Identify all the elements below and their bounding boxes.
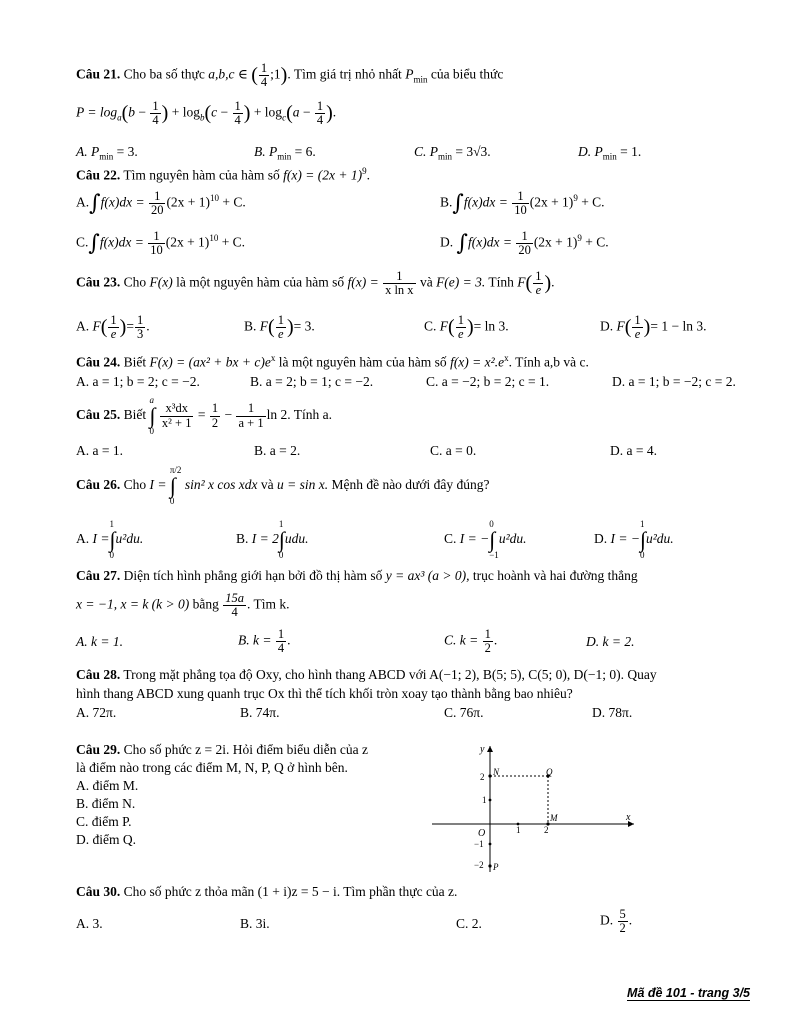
question-25: Câu 25. Biết a ∫ 0 $\frac{\text{x³dx}}{\text{x² + 1}}$ = $\frac{1}{2}$ − $\frac{1}{a + 1}$ ln 2. Tính a. (76, 395, 332, 436)
y-axis-arrow (487, 746, 493, 752)
q30-option-c[interactable]: C. 2. (456, 916, 482, 931)
q29-option-c[interactable]: C. điểm P. (76, 814, 132, 829)
q26-option-a[interactable]: A. I =1 ∫ 0u²du. (76, 519, 144, 560)
q24-option-a[interactable]: A. a = 1; b = 2; c = −2. (76, 374, 200, 389)
q25-option-d[interactable]: D. a = 4. (610, 443, 657, 458)
q25-option-b[interactable]: B. a = 2. (254, 443, 301, 458)
tick-ym1 (489, 843, 492, 846)
tick-label-minus2: −2 (474, 860, 484, 870)
question-28-line2: hình thang ABCD xung quanh trục Ox thì thể tích khối tròn xoay tạo thành bằng bao nhiêu? (76, 686, 573, 701)
q21-option-c[interactable]: C. $P_{min} = 3√3$. (414, 144, 491, 162)
q22-option-c[interactable]: C.∫f(x)dx = $\frac{1}{10}$ $(2x + 1)^{10} + C$. (76, 229, 246, 258)
point-p (488, 864, 491, 867)
q28-option-a[interactable]: A. 72π. (76, 705, 117, 720)
q21-option-a[interactable]: A. $P_{min} = 3$. (76, 144, 138, 162)
q23-option-a[interactable]: A. F( $\frac{1}{e}$ )= $\frac{1}{3}$ . (76, 313, 150, 342)
question-26: Câu 26. Cho I = π/2 ∫ 0 sin² x cos xdx và u = sin x. Mệnh đề nào dưới đây đúng? (76, 465, 490, 506)
q22-option-d[interactable]: D. ∫f(x)dx = $\frac{1}{20}$ $(2x + 1)^9 + C$. (440, 229, 609, 258)
question-24: Câu 24. Biết F(x) = (ax² + bx + $c)e^x$ là một nguyên hàm của hàm số $f(x) = x^2.e^x$. Tính a,b và c. (76, 353, 589, 370)
q28-option-b[interactable]: B. 74π. (240, 705, 280, 720)
q27-option-b[interactable]: B. k = $\frac{1}{4}$ . (238, 627, 291, 656)
tick-y1 (489, 799, 492, 802)
q29-option-d[interactable]: D. điểm Q. (76, 832, 136, 847)
question-28: Câu 28. Trong mặt phẳng tọa độ Oxy, cho hình thang ABCD với A(−1; 2), B(5; 5), C(5; 0), D(−1; 0). Quay (76, 667, 657, 682)
q29-option-a[interactable]: A. điểm M. (76, 778, 139, 793)
q27-option-d[interactable]: D. k = 2. (586, 634, 635, 649)
q23-option-c[interactable]: C. F( $\frac{1}{e}$ )= ln 3. (424, 313, 509, 342)
q22-option-a[interactable]: A.∫f(x)dx = $\frac{1}{20}$ $(2x + 1)^{10} + C$. (76, 189, 246, 218)
q25-option-a[interactable]: A. a = 1. (76, 443, 123, 458)
point-n (488, 774, 491, 777)
q24-option-b[interactable]: B. a = 2; b = 1; c = −2. (250, 374, 374, 389)
label-m: M (550, 813, 558, 823)
label-n: N (493, 767, 500, 777)
x-label: x (626, 812, 631, 823)
q26-option-d[interactable]: D. I = −1 ∫ 0u²du. (594, 519, 674, 560)
q27-option-c[interactable]: C. k = $\frac{1}{2}$ . (444, 627, 498, 656)
q26-option-b[interactable]: B. I = 21 ∫ 0udu. (236, 519, 309, 560)
q28-option-c[interactable]: C. 76π. (444, 705, 484, 720)
y-label: y (480, 744, 485, 755)
q26-option-c[interactable]: C. I = −0 ∫ −1u²du. (444, 519, 527, 560)
question-22: Câu 22. Tìm nguyên hàm của hàm số $f(x) = (2x + 1)^9$. (76, 166, 370, 183)
q25-option-c[interactable]: C. a = 0. (430, 443, 477, 458)
q30-option-b[interactable]: B. 3i. (240, 916, 270, 931)
question-21-expression: $P = \log_a(b$ − $\frac{1}{4}$ ) + $\log_b(c$ − $\frac{1}{4}$ ) + $\log_c(a$ − $\frac{1}{4}$ ). (76, 99, 337, 128)
question-21: Câu 21. Cho ba số thực a,b,c ∈ ( $\frac{1}{4}$ ;1). Tìm giá trị nhỏ nhất $P_{min}$ của biểu thức (76, 61, 504, 90)
origin-label: O (478, 828, 486, 839)
q29-option-b[interactable]: B. điểm N. (76, 796, 136, 811)
q22-option-b[interactable]: B.∫f(x)dx = $\frac{1}{10}$ $(2x + 1)^9 + C$. (440, 189, 605, 218)
q24-option-d[interactable]: D. a = 1; b = −2; c = 2. (612, 374, 736, 389)
q30-option-d[interactable]: D. $\frac{5}{2}$ . (600, 907, 633, 936)
q21-option-d[interactable]: D. $P_{min} = 1$. (578, 144, 642, 162)
page-footer: Mã đề 101 - trang 3/5 (627, 986, 750, 1000)
q27-option-a[interactable]: A. k = 1. (76, 634, 123, 649)
x-tick-label-2: 2 (544, 825, 549, 835)
tick-label-minus1: −1 (474, 839, 484, 849)
question-27-line2: x = −1, x = k (k > 0) bằng $\frac{15a}{4}$ . Tìm k. (76, 591, 290, 620)
question-27: Câu 27. Diện tích hình phẳng giới hạn bởi đồ thị hàm số y = ax³ (a > 0), trục hoành và hai đường thẳng (76, 568, 638, 583)
question-29: Câu 29. Cho số phức z = 2i. Hỏi điểm biểu diễn của z (76, 742, 369, 757)
complex-plane-figure (428, 740, 644, 876)
tick-label-2: 2 (480, 772, 485, 782)
question-29-line2: là điểm nào trong các điểm M, N, P, Q ở hình bên. (76, 760, 348, 775)
q21-option-b[interactable]: B. $P_{min} = 6$. (254, 144, 316, 162)
q23-option-d[interactable]: D. F( $\frac{1}{e}$ )= 1 − ln 3. (600, 313, 707, 342)
q23-option-b[interactable]: B. F( $\frac{1}{e}$ )= 3. (244, 313, 315, 342)
question-23: Câu 23. Cho F(x) là một nguyên hàm của hàm số f(x) = $\frac{1}{\text{x ln x}}$ và F(e) = 3. Tính F( $\frac{1}{e}$ ). (76, 269, 555, 298)
q28-option-d[interactable]: D. 78π. (592, 705, 633, 720)
label-p: P (493, 862, 499, 872)
q30-option-a[interactable]: A. 3. (76, 916, 103, 931)
tick-label-1: 1 (482, 795, 487, 805)
question-30: Câu 30. Cho số phức z thỏa mãn (1 + i)z = 5 − i. Tìm phần thực của z. (76, 884, 458, 899)
label-q: Q (546, 767, 553, 777)
q24-option-c[interactable]: C. a = −2; b = 2; c = 1. (426, 374, 550, 389)
x-tick-label-1: 1 (516, 825, 521, 835)
